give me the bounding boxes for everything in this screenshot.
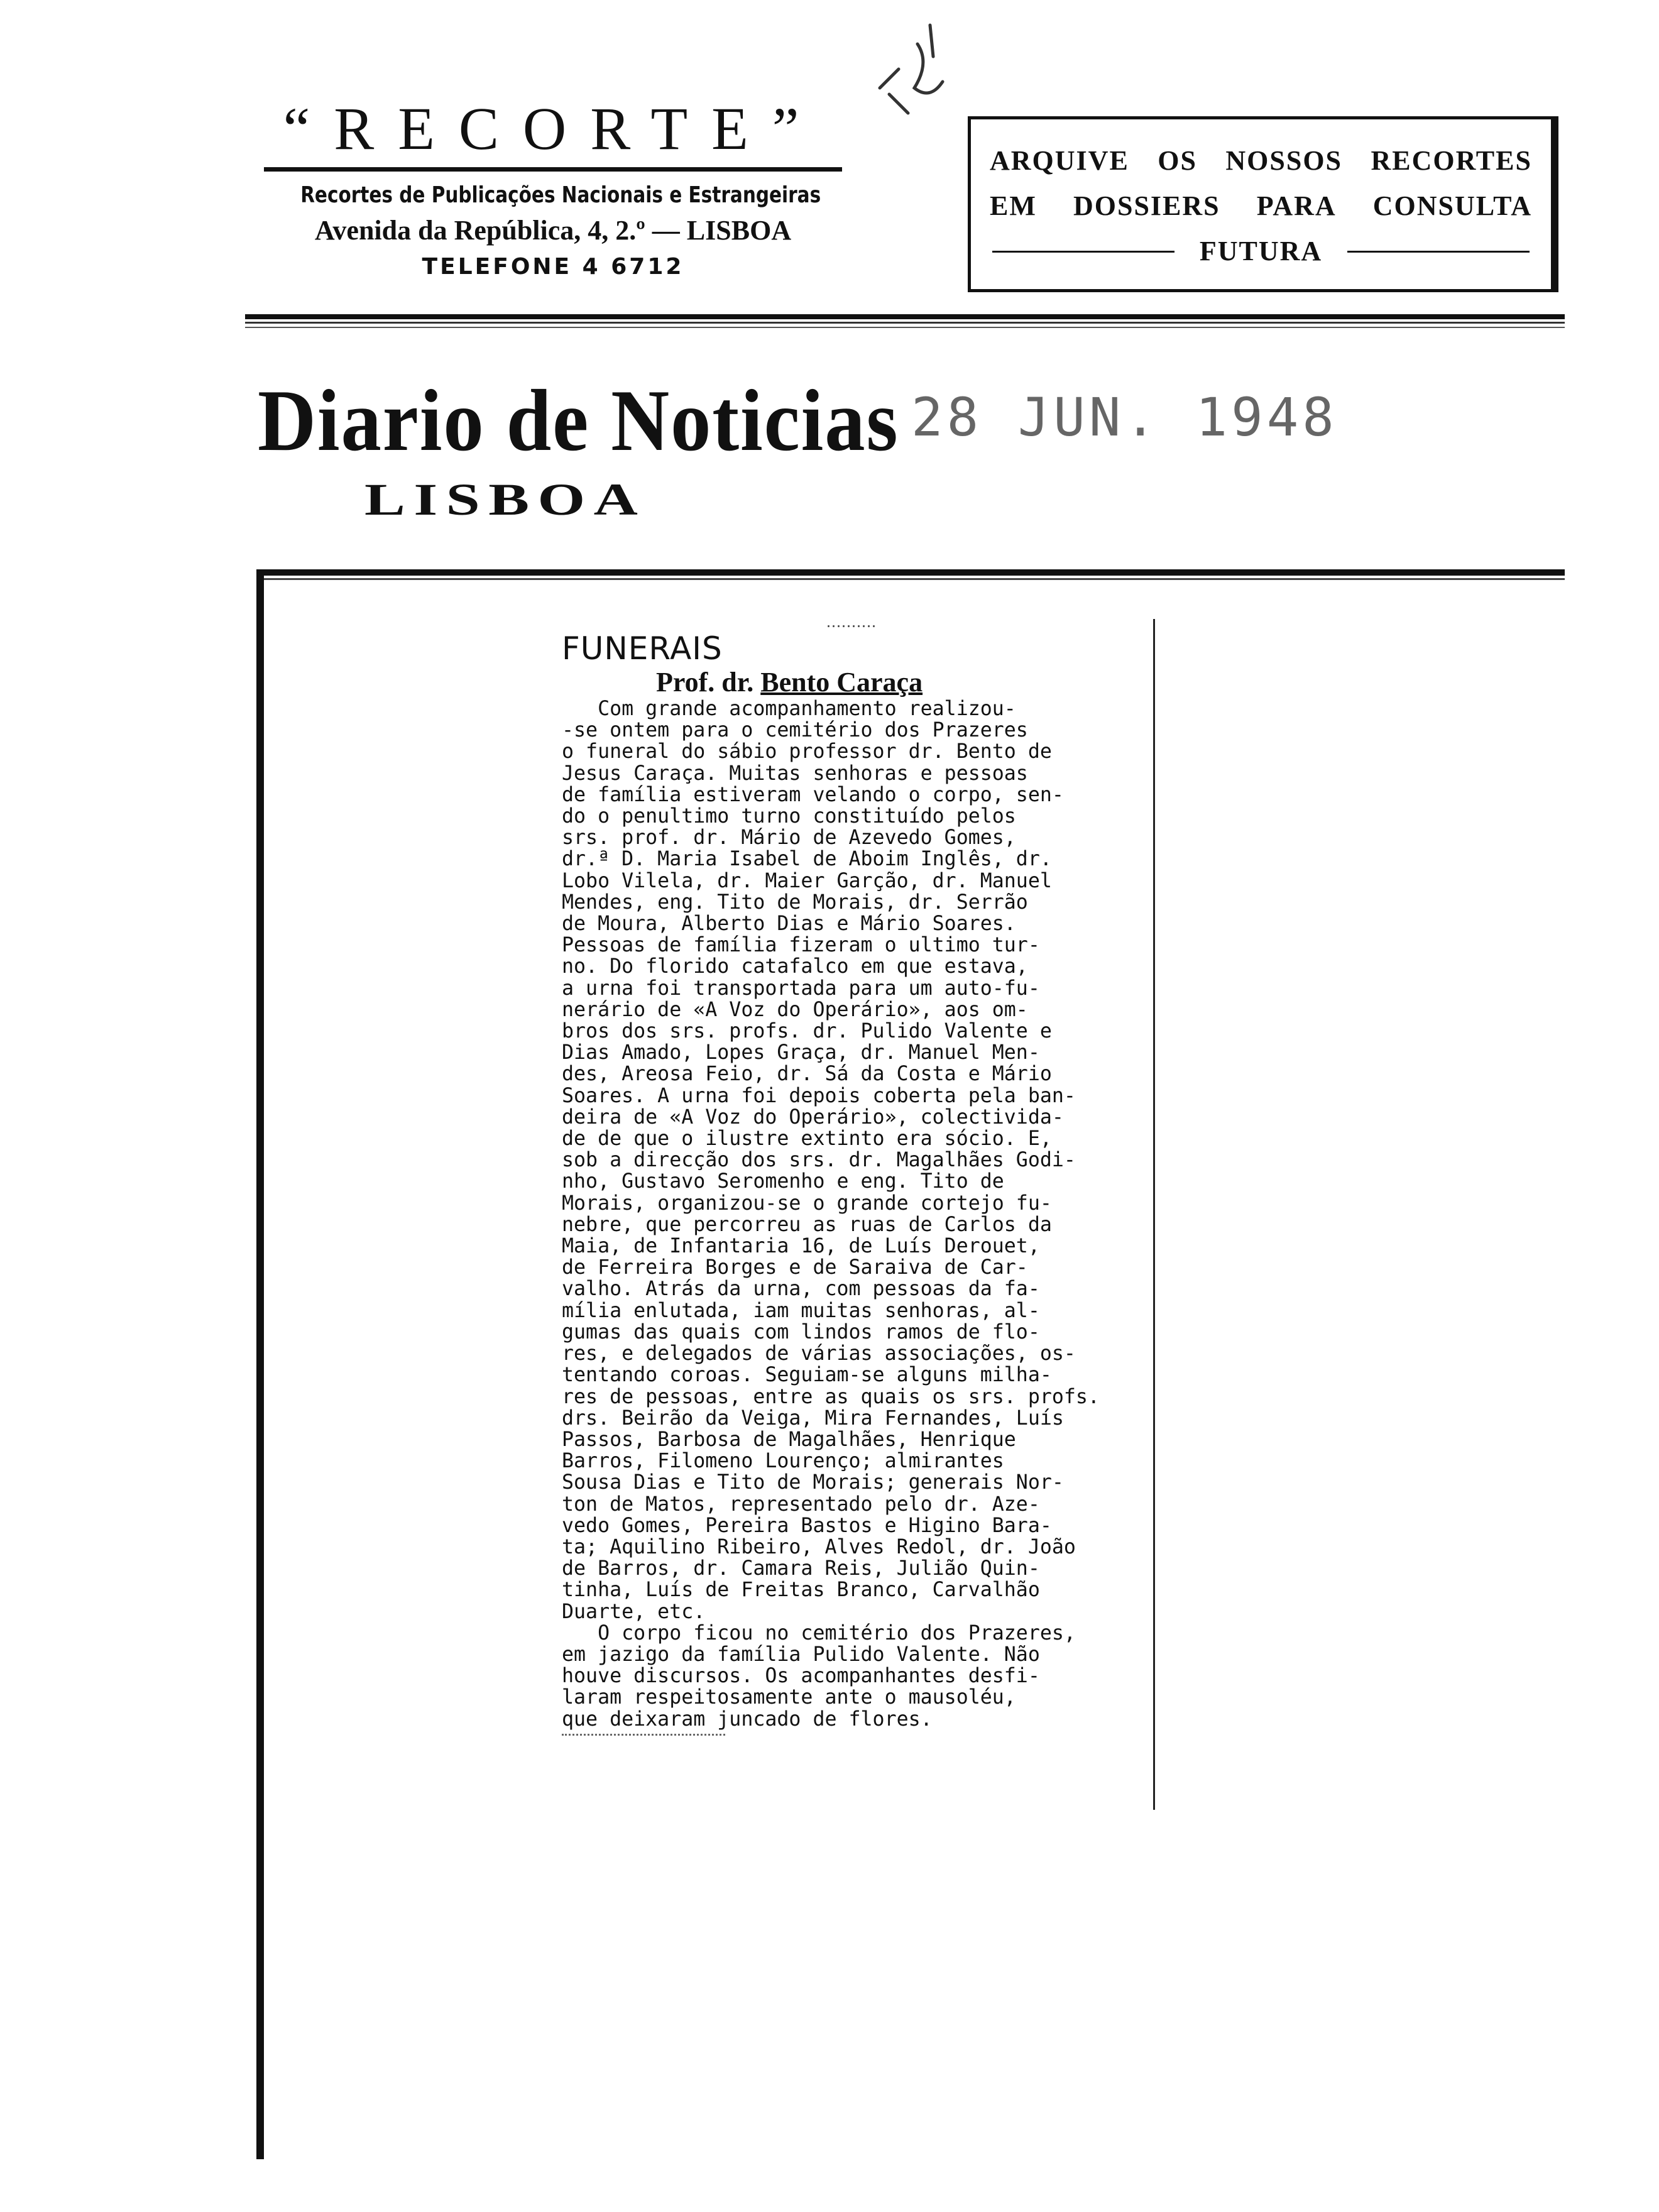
title-underline — [264, 167, 842, 172]
article-line: de Moura, Alberto Dias e Mário Soares. — [562, 912, 1016, 936]
article-line: Passos, Barbosa de Magalhães, Henrique — [562, 1428, 1016, 1451]
archive-word: ARQUIVE — [990, 145, 1129, 176]
article-line: laram respeitosamente ante o mausoléu, — [562, 1686, 1016, 1709]
agency-address: Avenida da República, 4, 2.º — LISBOA — [314, 215, 792, 246]
article-line: nerário de «A Voz do Operário», aos om- — [562, 998, 1028, 1021]
article-line: o funeral do sábio professor dr. Bento de — [562, 740, 1052, 764]
article-line: tentando coroas. Seguiam-se alguns milha- — [562, 1364, 1052, 1387]
right-dash-rule — [1347, 251, 1530, 253]
article-line: tinha, Luís de Freitas Branco, Carvalhão — [562, 1579, 1040, 1602]
article-line: Barros, Filomeno Lourenço; almirantes — [562, 1450, 1004, 1473]
cut-off-bottom-fragment — [562, 1734, 725, 1742]
date-stamp: 28 JUN. 1948 — [911, 386, 1338, 448]
article-line: Sousa Dias e Tito de Morais; generais Nor- — [562, 1471, 1064, 1494]
archive-word: PARA — [1256, 190, 1337, 221]
article-line: Lobo Vilela, dr. Maier Garção, dr. Manuel — [562, 869, 1052, 892]
handwritten-pencil-mark — [855, 19, 955, 138]
archive-notice-box — [968, 116, 1558, 292]
newspaper-masthead: Diario de Noticias — [258, 372, 899, 469]
article-line: srs. prof. dr. Mário de Azevedo Gomes, — [562, 826, 1016, 850]
article-line: de de que o ilustre extinto era sócio. E, — [562, 1127, 1052, 1151]
article-line: Morais, organizou-se o grande cortejo fu- — [562, 1191, 1052, 1215]
header-divider-thin — [245, 322, 1565, 324]
article-line: Pessoas de família fizeram o ultimo tur- — [562, 934, 1040, 957]
page-top-rule — [256, 569, 1565, 576]
article-line: sob a direcção dos srs. dr. Magalhães Godi- — [562, 1149, 1076, 1172]
newspaper-city: LISBOA — [364, 474, 647, 525]
left-margin-line — [256, 569, 264, 2159]
archive-word: FUTURA — [1199, 236, 1323, 266]
article-line: vedo Gomes, Pereira Bastos e Higino Bara- — [562, 1514, 1052, 1537]
archive-line-3 — [990, 229, 1532, 274]
article-line: des, Areosa Feio, dr. Sá da Costa e Mário — [562, 1063, 1052, 1086]
article-line: res de pessoas, entre as quais os srs. profs. — [562, 1385, 1100, 1408]
article-line: Mendes, eng. Tito de Morais, dr. Serrão — [562, 890, 1028, 914]
article-line: ta; Aquilino Ribeiro, Alves Redol, dr. João — [562, 1535, 1076, 1558]
article-line: bros dos srs. profs. dr. Pulido Valente e — [562, 1020, 1052, 1043]
article-line: Duarte, etc. — [562, 1600, 706, 1623]
article-line: que deixaram juncado de flores. — [562, 1707, 933, 1731]
article-line: de família estiveram velando o corpo, sen- — [562, 783, 1064, 806]
archive-word: EM — [990, 190, 1037, 221]
article-line: res, e delegados de várias associações, os- — [562, 1342, 1076, 1366]
agency-title: “RECORTE” — [283, 95, 823, 162]
article-line: nho, Gustavo Seromenho e eng. Tito de — [562, 1170, 1004, 1193]
article-line: Dias Amado, Lopes Graça, dr. Manuel Men- — [562, 1041, 1040, 1065]
article-line: valho. Atrás da urna, com pessoas da fa- — [562, 1278, 1040, 1301]
article-line: deira de «A Voz do Operário», colectivida- — [562, 1105, 1064, 1129]
recorte-header — [245, 94, 861, 285]
archive-word: OS — [1158, 145, 1197, 176]
article-line: em jazigo da família Pulido Valente. Não — [562, 1643, 1040, 1666]
article-line: nebre, que percorreu as ruas de Carlos da — [562, 1213, 1052, 1236]
agency-phone: TELEFONE 4 6712 — [422, 254, 684, 280]
headline-prefix: Prof. dr. — [656, 667, 761, 698]
article-line: a urna foi transportada para um auto-fu- — [562, 977, 1040, 1000]
article-line: no. Do florido catafalco em que estava, — [562, 955, 1028, 978]
section-title: FUNERAIS — [562, 630, 723, 667]
article-body — [562, 698, 1141, 1730]
archive-word: CONSULTA — [1372, 190, 1532, 221]
article-line: dr.ª D. Maria Isabel de Aboim Inglês, dr. — [562, 848, 1052, 871]
archive-line-1 — [990, 138, 1532, 183]
page-top-rule-thin — [256, 578, 1565, 580]
header-divider — [245, 314, 1565, 319]
agency-subtitle: Recortes de Publicações Nacionais e Estrangeiras — [300, 182, 821, 208]
archive-word: NOSSOS — [1225, 145, 1343, 176]
article-line: drs. Beirão da Veiga, Mira Fernandes, Luís — [562, 1406, 1064, 1430]
article-line: Jesus Caraça. Muitas senhoras e pessoas — [562, 762, 1028, 785]
article-line: O corpo ficou no cemitério dos Prazeres, — [562, 1621, 1076, 1645]
article-line: do o penultimo turno constituído pelos — [562, 805, 1016, 828]
article-line: de Barros, dr. Camara Reis, Julião Quin- — [562, 1557, 1040, 1580]
article-line: -se ontem para o cemitério dos Prazeres — [562, 719, 1028, 742]
article-line: mília enlutada, iam muitas senhoras, al- — [562, 1299, 1040, 1322]
article-headline — [656, 667, 1141, 698]
article-line: de Ferreira Borges e de Saraiva de Car- — [562, 1256, 1028, 1279]
article-line: houve discursos. Os acompanhantes desfi- — [562, 1665, 1040, 1688]
left-dash-rule — [992, 251, 1174, 253]
newspaper-clipping — [553, 619, 1155, 1810]
cut-off-text-fragment: ‥‥‥‥‥ — [826, 619, 877, 628]
article-line: ton de Matos, representado pelo dr. Aze- — [562, 1492, 1040, 1516]
article-line: gumas das quais com lindos ramos de flo- — [562, 1320, 1040, 1344]
archive-word: RECORTES — [1371, 145, 1532, 176]
article-line: Com grande acompanhamento realizou- — [562, 698, 1016, 720]
headline-name: Bento Caraça — [760, 667, 923, 698]
article-line: Maia, de Infantaria 16, de Luís Derouet, — [562, 1235, 1040, 1258]
header-divider-hairline — [245, 327, 1565, 328]
archive-word: DOSSIERS — [1073, 190, 1220, 221]
archive-line-2 — [990, 183, 1532, 229]
article-line: Soares. A urna foi depois coberta pela ban- — [562, 1084, 1076, 1107]
